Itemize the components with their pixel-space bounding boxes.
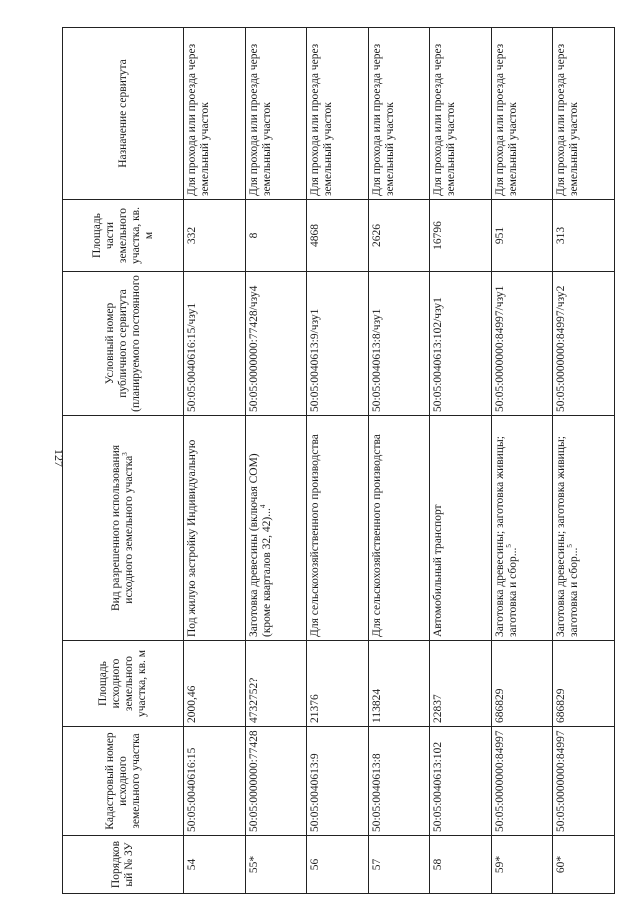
row-number-cell: 58 bbox=[430, 836, 492, 894]
column-header: Площадь части земельного участка, кв. м bbox=[63, 200, 184, 272]
rotated-table-container bbox=[62, 28, 610, 894]
servitude-number-cell: 50:05:0040616:15/чзу1 bbox=[184, 272, 246, 416]
cadastral-number-cell: 50:05:0040613:102 bbox=[430, 727, 492, 836]
table-row bbox=[184, 28, 246, 894]
area-cell: 21376 bbox=[307, 641, 369, 727]
table-row bbox=[430, 28, 492, 894]
table-row bbox=[245, 28, 307, 894]
part-area-cell: 8 bbox=[245, 200, 307, 272]
part-area-cell: 4868 bbox=[307, 200, 369, 272]
area-cell: 2000,46 bbox=[184, 641, 246, 727]
row-number-cell: 54 bbox=[184, 836, 246, 894]
area-cell: 22837 bbox=[430, 641, 492, 727]
cadastral-number-cell: 50:05:0040616:15 bbox=[184, 727, 246, 836]
cadastral-number-cell: 50:05:0000000:84997 bbox=[553, 727, 615, 836]
cadastral-number-cell: 50:05:0040613:8 bbox=[368, 727, 430, 836]
table-row bbox=[307, 28, 369, 894]
servitude-number-cell: 50:05:0000000:84997/чзу1 bbox=[491, 272, 553, 416]
servitude-purpose-cell: Для прохода или проезда через земельный участок bbox=[491, 28, 553, 200]
row-number-cell: 57 bbox=[368, 836, 430, 894]
table-row bbox=[491, 28, 553, 894]
column-header: Кадастровый номер исходного земельного участка bbox=[63, 727, 184, 836]
permitted-use-cell: Автомобильный транспорт bbox=[430, 416, 492, 641]
permitted-use-cell: Заготовка древесины; заготовка живицы; заготовка и сбор...$^5$ bbox=[553, 416, 615, 641]
servitude-purpose-cell: Для прохода или проезда через земельный участок bbox=[368, 28, 430, 200]
cadastral-number-cell: 50:05:0000000:77428 bbox=[245, 727, 307, 836]
area-cell: 686829 bbox=[491, 641, 553, 727]
table-row bbox=[553, 28, 615, 894]
servitude-purpose-cell: Для прохода или проезда через земельный участок bbox=[430, 28, 492, 200]
servitude-table bbox=[62, 27, 615, 894]
column-header: Площадь исходного земельного участка, кв. м bbox=[63, 641, 184, 727]
cadastral-number-cell: 50:05:0000000:84997 bbox=[491, 727, 553, 836]
part-area-cell: 16796 bbox=[430, 200, 492, 272]
servitude-purpose-cell: Для прохода или проезда через земельный участок bbox=[307, 28, 369, 200]
column-header: Порядковый № ЗУ bbox=[63, 836, 184, 894]
servitude-purpose-cell: Для прохода или проезда через земельный участок bbox=[184, 28, 246, 200]
servitude-number-cell: 50:05:0000000:84997/чзу2 bbox=[553, 272, 615, 416]
page-number: 127 bbox=[52, 449, 66, 467]
part-area-cell: 951 bbox=[491, 200, 553, 272]
servitude-purpose-cell: Для прохода или проезда через земельный участок bbox=[245, 28, 307, 200]
row-number-cell: 56 bbox=[307, 836, 369, 894]
servitude-number-cell: 50:05:0000000:77428/чзу4 bbox=[245, 272, 307, 416]
column-header: Вид разрешенного использования исходного земельного участка$^3$ bbox=[63, 416, 184, 641]
row-number-cell: 59* bbox=[491, 836, 553, 894]
permitted-use-cell: Под жилую застройку Индивидуальную bbox=[184, 416, 246, 641]
row-number-cell: 60* bbox=[553, 836, 615, 894]
servitude-number-cell: 50:05:0040613:102/чзу1 bbox=[430, 272, 492, 416]
servitude-number-cell: 50:05:0040613:8/чзу1 bbox=[368, 272, 430, 416]
row-number-cell: 55* bbox=[245, 836, 307, 894]
permitted-use-cell: Для сельскохозяйственного производства bbox=[307, 416, 369, 641]
permitted-use-cell: Заготовка древесины; заготовка живицы; заготовка и сбор...$^5$ bbox=[491, 416, 553, 641]
permitted-use-cell: Для сельскохозяйственного производства bbox=[368, 416, 430, 641]
table-body bbox=[184, 28, 615, 894]
part-area-cell: 313 bbox=[553, 200, 615, 272]
area-cell: 4732752? bbox=[245, 641, 307, 727]
table-header-row bbox=[63, 28, 184, 894]
part-area-cell: 332 bbox=[184, 200, 246, 272]
column-header: Условный номер публичного сервитута (планируемого постоянного bbox=[63, 272, 184, 416]
permitted-use-cell: Заготовка древесины (включая СОМ) (кроме кварталов 32, 42)...$^4$ bbox=[245, 416, 307, 641]
part-area-cell: 2626 bbox=[368, 200, 430, 272]
servitude-purpose-cell: Для прохода или проезда через земельный участок bbox=[553, 28, 615, 200]
area-cell: 686829 bbox=[553, 641, 615, 727]
column-header: Назначение сервитута bbox=[63, 28, 184, 200]
servitude-number-cell: 50:05:0040613:9/чзу1 bbox=[307, 272, 369, 416]
cadastral-number-cell: 50:05:0040613:9 bbox=[307, 727, 369, 836]
area-cell: 113824 bbox=[368, 641, 430, 727]
table-row bbox=[368, 28, 430, 894]
